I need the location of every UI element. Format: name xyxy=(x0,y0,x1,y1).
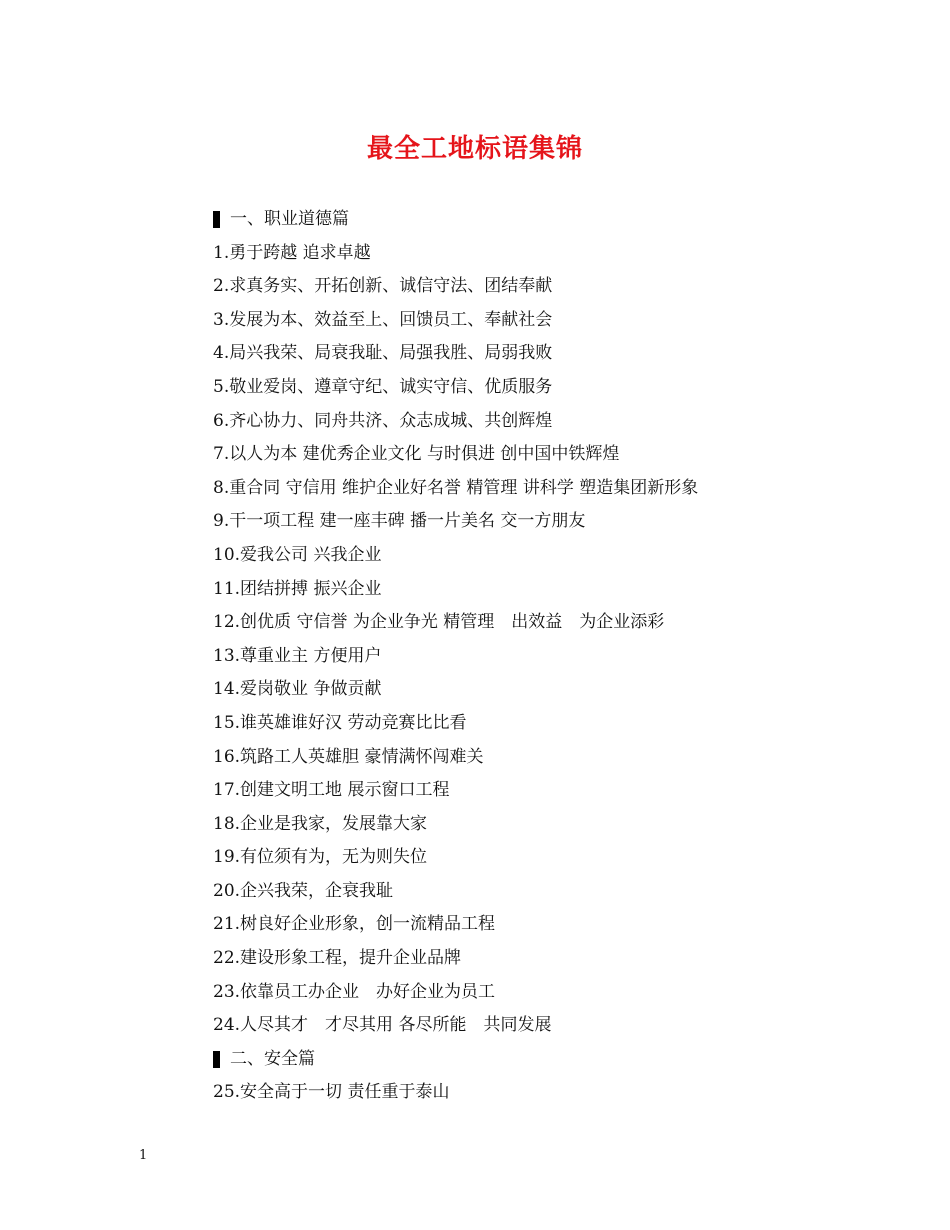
section-heading-text: 一、职业道德篇 xyxy=(230,209,349,229)
section-heading-text: 二、安全篇 xyxy=(230,1048,315,1069)
slogan-item: 8.重合同 守信用 维护企业好名誉 精管理 讲科学 塑造集团新形象 xyxy=(213,477,699,498)
slogan-item: 2.求真务实、开拓创新、诚信守法、团结奉献 xyxy=(213,276,553,297)
section-heading xyxy=(213,1043,853,1077)
slogan-item: 17.创建文明工地 展示窗口工程 xyxy=(213,780,450,801)
section-marker-icon xyxy=(213,1051,220,1068)
slogan-item: 11.团结拼搏 振兴企业 xyxy=(213,578,382,599)
slogan-item: 22.建设形象工程，提升企业品牌 xyxy=(213,948,462,969)
slogan-item: 16.筑路工人英雄胆 豪情满怀闯难关 xyxy=(213,746,484,767)
slogan-item: 10.爱我公司 兴我企业 xyxy=(213,544,382,565)
slogan-item: 6.齐心协力、同舟共济、众志成城、共创辉煌 xyxy=(213,410,553,431)
section-heading xyxy=(213,203,853,237)
slogan-item: 7.以人为本 建优秀企业文化 与时俱进 创中国中铁辉煌 xyxy=(213,444,620,465)
slogan-item: 14.爱岗敬业 争做贡献 xyxy=(213,679,382,700)
slogan-list xyxy=(213,203,853,1110)
slogan-item: 3.发展为本、效益至上、回馈员工、奉献社会 xyxy=(213,309,553,330)
section-marker-icon xyxy=(213,211,220,228)
slogan-item: 21.树良好企业形象，创一流精品工程 xyxy=(213,914,496,935)
slogan-item: 23.依靠员工办企业 办好企业为员工 xyxy=(213,981,496,1002)
slogan-item: 25.安全高于一切 责任重于泰山 xyxy=(213,1082,450,1103)
slogan-item: 13.尊重业主 方便用户 xyxy=(213,645,382,666)
page-number: 1 xyxy=(139,1148,148,1163)
slogan-item: 20.企兴我荣，企衰我耻 xyxy=(213,880,394,901)
slogan-item: 4.局兴我荣、局衰我耻、局强我胜、局弱我败 xyxy=(213,343,553,364)
slogan-item: 15.谁英雄谁好汉 劳动竞赛比比看 xyxy=(213,712,467,733)
slogan-item: 19.有位须有为，无为则失位 xyxy=(213,847,428,868)
slogan-item: 9.干一项工程 建一座丰碑 播一片美名 交一方朋友 xyxy=(213,511,586,532)
slogan-item: 24.人尽其才 才尽其用 各尽所能 共同发展 xyxy=(213,1015,552,1036)
slogan-item: 18.企业是我家，发展靠大家 xyxy=(213,813,428,834)
slogan-item: 5.敬业爱岗、遵章守纪、诚实守信、优质服务 xyxy=(213,376,553,397)
slogan-item: 12.创优质 守信誉 为企业争光 精管理 出效益 为企业添彩 xyxy=(213,612,665,633)
slogan-item: 1.勇于跨越 追求卓越 xyxy=(213,242,371,263)
document-title: 最全工地标语集锦 xyxy=(366,134,583,164)
